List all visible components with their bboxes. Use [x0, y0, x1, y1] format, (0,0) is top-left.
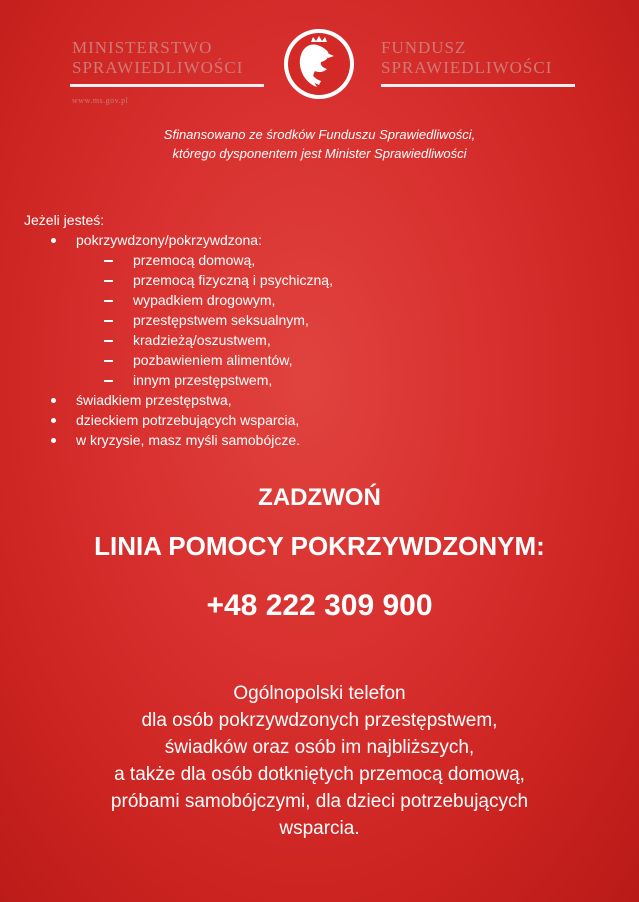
- description-line: próbami samobójczymi, dla dzieci potrzebujących: [110, 791, 529, 812]
- victim-sublist: [133, 250, 333, 390]
- white-eagle-crest-icon: [282, 27, 356, 101]
- list-item: kradzieżą/oszustwem,: [133, 330, 333, 350]
- description-line: wsparcia.: [279, 818, 360, 839]
- fund-line-1: FUNDUSZ: [381, 38, 467, 57]
- fund-line-2: SPRAWIEDLIWOŚCI: [381, 58, 553, 77]
- description-line: świadków oraz osób im najbliższych,: [164, 737, 475, 758]
- helpline-description: [0, 680, 639, 842]
- ministry-underline: [70, 84, 264, 87]
- funding-note-line-2: którego dysponentem jest Minister Sprawiedliwości: [172, 146, 467, 161]
- list-item: przemocą domową,: [133, 250, 333, 270]
- eligibility-list: [76, 230, 333, 450]
- description-line: Ogólnopolski telefon: [233, 683, 406, 704]
- phone-number[interactable]: +48 222 309 900: [206, 589, 433, 622]
- list-item: świadkiem przestępstwa,: [76, 390, 333, 410]
- description-line: dla osób pokrzywdzonych przestępstwem,: [141, 710, 498, 731]
- description-line: a także dla osób dotkniętych przemocą domową,: [114, 764, 525, 785]
- list-item: przemocą fizyczną i psychiczną,: [133, 272, 333, 288]
- list-item: dzieckiem potrzebujących wsparcia,: [76, 410, 333, 430]
- list-item: wypadkiem drogowym,: [133, 290, 333, 310]
- list-item: innym przestępstwem,: [133, 370, 333, 390]
- ministry-url: www.ms.gov.pl: [72, 96, 129, 105]
- ministry-line-1: MINISTERSTWO: [72, 38, 213, 57]
- list-item-victim: pokrzywdzony/pokrzywdzona:: [76, 230, 333, 250]
- list-item: pozbawieniem alimentów,: [133, 350, 333, 370]
- intro-text: Jeżeli jesteś:: [24, 212, 105, 228]
- fund-underline: [381, 84, 575, 87]
- list-item: w kryzysie, masz myśli samobójcze.: [76, 430, 333, 450]
- ministry-line-2: SPRAWIEDLIWOŚCI: [72, 58, 244, 77]
- ministry-name: [72, 38, 243, 78]
- funding-note: [0, 125, 639, 163]
- helpline-name: LINIA POMOCY POKRZYWDZONYM:: [94, 531, 545, 561]
- list-item: przestępstwem seksualnym,: [133, 310, 333, 330]
- fund-name: [381, 38, 552, 78]
- funding-note-line-1: Sfinansowano ze środków Funduszu Sprawiedliwości,: [163, 127, 476, 142]
- call-to-action: ZADZWOŃ: [258, 484, 381, 511]
